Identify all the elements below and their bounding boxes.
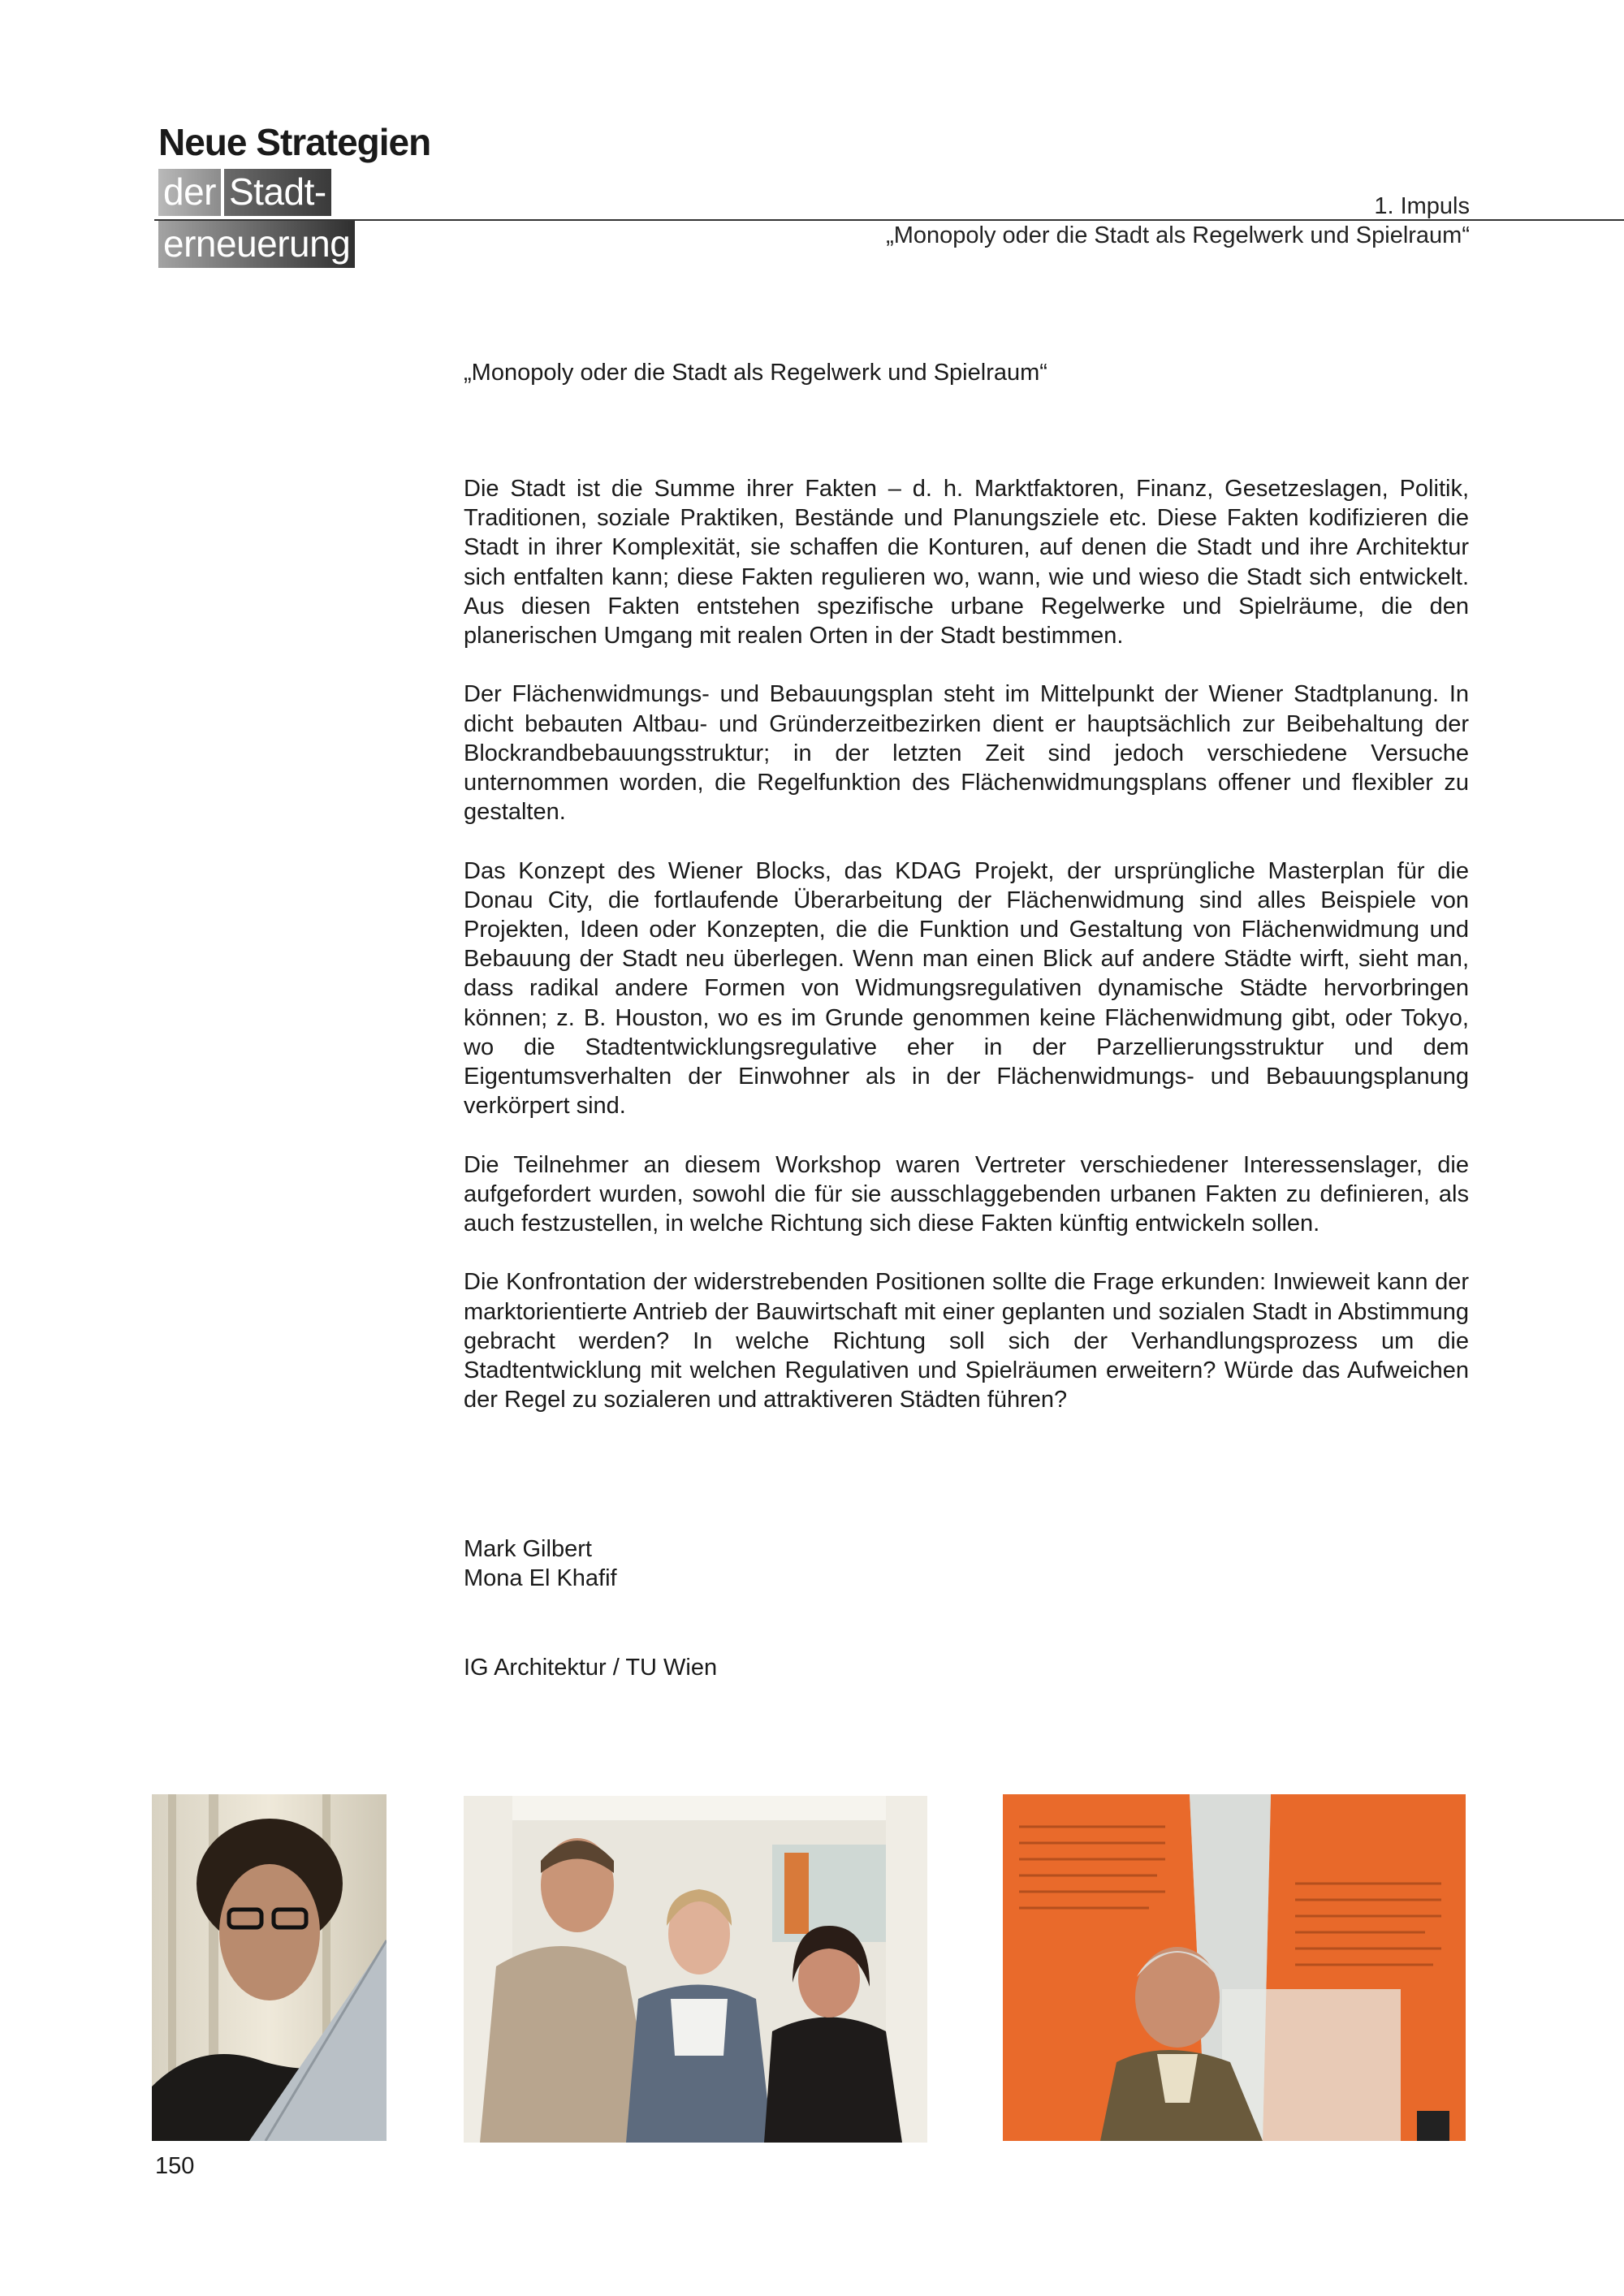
photo-group-three-people [464, 1796, 927, 2143]
body-paragraph: Der Flächenwidmungs- und Bebauungsplan steht im Mittelpunkt der Wiener Stadtplanung. In dicht bebauten Altbau- und Gründerzeitbezirken dient er hauptsächlich zur Beibehaltung der Blockrandbebauungsstruktur; in der letzten Zeit sind jedoch verschiedene Versuche unternommen worden, die Regelfunktion des Flächenwidmungsplans offener und flexibler zu gestalten. [464, 681, 1469, 826]
header-running-title: „Monopoly oder die Stadt als Regelwerk und Spielraum“ [886, 222, 1470, 248]
header-divider [154, 219, 1624, 221]
photo-man-with-posters [1003, 1794, 1466, 2141]
body-paragraph: Die Teilnehmer an diesem Workshop waren Vertreter verschiedener Interessenslager, die aufgefordert wurden, sowohl die für sie ausschlaggebenden urbanen Fakten zu definieren, als auch festzustellen, in welche Richtung sich diese Fakten künftig entwickeln sollen. [464, 1151, 1469, 1237]
logo-row-der-stadt [158, 169, 430, 216]
author-name: Mark Gilbert [464, 1536, 592, 1562]
author-list [464, 1534, 1469, 1593]
body-paragraph: Das Konzept des Wiener Blocks, das KDAG Projekt, der ursprüngliche Masterplan für die Donau City, die fortlaufende Überarbeitung der Flächenwidmung sind alles Beispiele von Projekten, Ideen oder Konzepten, die die Funktion und Gestaltung von Flächenwidmung und Bebauung der Stadt neu überlegen. Wenn man einen Blick auf andere Städte wirft, sieht man, dass radikal andere Formen von Widmungsregulativen dynamische Städte hervorbringen können; z. B. Houston, wo es im Grunde genommen keine Flächenwidmung gibt, oder Tokyo, wo die Stadtentwicklungsregulative eher in der Parzellierungsstruktur und dem Eigentumsverhalten der Einwohner als in der Flächenwidmungs- und Bebauungsplanung verkörpert sind. [464, 857, 1469, 1120]
photo-2-illustration [464, 1796, 927, 2143]
article-body [464, 474, 1469, 1444]
body-paragraph: Die Konfrontation der widerstrebenden Positionen sollte die Frage erkunden: Inwieweit kann der marktorientierte Antrieb der Bauwirtschaft mit einer geplanten und sozialen Stadt in Abstimmung gebracht werden? In welche Richtung soll sich der Verhandlungsprozess um die Stadtentwicklung mit welchen Regulativen und Spielräumen erweitern? Würde das Aufweichen der Regel zu sozialeren und attraktiveren Städten führen? [464, 1269, 1469, 1413]
photo-portrait-man-glasses [152, 1794, 387, 2141]
page-number: 150 [155, 2153, 195, 2179]
article-title: „Monopoly oder die Stadt als Regelwerk und Spielraum“ [464, 360, 1047, 386]
logo-line-neue-strategien: Neue Strategien [158, 121, 431, 163]
author-affiliation: IG Architektur / TU Wien [464, 1655, 718, 1681]
logo-word-der: der [158, 169, 221, 216]
logo-word-erneuerung: erneuerung [158, 221, 355, 268]
body-paragraph: Die Stadt ist die Summe ihrer Fakten – d. h. Marktfaktoren, Finanz, Gesetzeslagen, Politik, Traditionen, soziale Praktiken, Bestände und Planungsziele etc. Diese Fakten kodifizieren die Stadt in ihrer Komplexität, sie schaffen die Konturen, auf denen die Stadt und ihre Architektur sich entfalten kann; diese Fakten regulieren wo, wann, wie und wieso die Stadt sich entwickelt. Aus diesen Fakten entstehen spezifische urbane Regelwerke und Spielräume, die den planerischen Umgang mit realen Orten in der Stadt bestimmen. [464, 476, 1469, 650]
header-section-label: 1. Impuls [1374, 193, 1470, 219]
publication-logo [158, 120, 430, 268]
author-name: Mona El Khafif [464, 1565, 617, 1591]
photo-1-illustration [152, 1794, 387, 2141]
logo-word-stadt: Stadt- [224, 169, 331, 216]
photo-3-illustration [1003, 1794, 1466, 2141]
